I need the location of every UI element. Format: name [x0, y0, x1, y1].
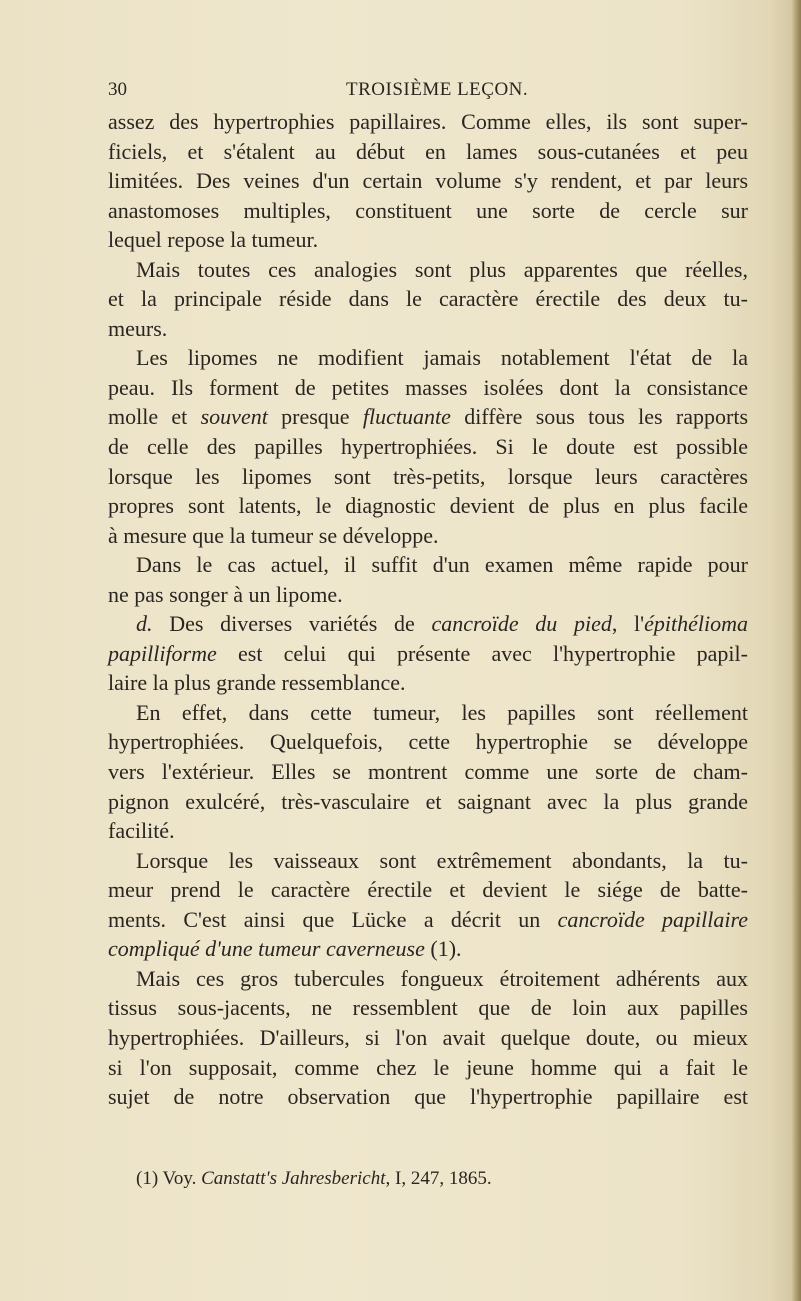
- text-line: lequel repose la tumeur.: [108, 227, 319, 253]
- text-line: ne pas songer à un lipome.: [108, 581, 343, 607]
- text-line: molle et souvent presque fluctuante diffère sous tous les rapports: [108, 404, 749, 430]
- text-line: peau. Ils forment de petites masses isolées dont la consistance: [108, 374, 748, 400]
- page-edge: [791, 0, 801, 1301]
- text-line: meurs.: [108, 315, 168, 341]
- text-line: et la principale réside dans le caractère érectile des deux tu-: [108, 286, 748, 312]
- footnote-source: Canstatt's Jahresbericht: [201, 1168, 386, 1189]
- text-line: Les lipomes ne modifient jamais notablement l'état de la: [136, 345, 748, 371]
- text-line: hypertrophiées. Quelquefois, cette hypertrophie se développe: [108, 729, 748, 755]
- page-number: 30: [108, 79, 127, 100]
- text-line: si l'on supposait, comme chez le jeune homme qui a fait le: [108, 1054, 748, 1080]
- text-line: facilité.: [108, 818, 175, 844]
- text-line: anastomoses multiples, constituent une sorte de cercle sur: [108, 197, 748, 223]
- text-line: Lorsque les vaisseaux sont extrêmement abondants, la tu-: [136, 847, 748, 873]
- text-line: ficiels, et s'étalent au début en lames sous-cutanées et peu: [108, 138, 748, 164]
- text-line: lorsque les lipomes sont très-petits, lorsque leurs caractères: [108, 463, 748, 489]
- text-line: assez des hypertrophies papillaires. Comme elles, ils sont super-: [108, 109, 748, 134]
- text-line: laire la plus grande ressemblance.: [108, 670, 406, 696]
- text-line: de celle des papilles hypertrophiées. Si le doute est possible: [108, 434, 748, 460]
- text-line: tissus sous-jacents, ne ressemblent que de loin aux papilles: [108, 995, 748, 1021]
- text-line: à mesure que la tumeur se développe.: [108, 522, 439, 548]
- text-line: Mais ces gros tubercules fongueux étroitement adhérents aux: [136, 965, 748, 991]
- text-line: meur prend le caractère érectile et devient le siége de batte-: [108, 877, 748, 903]
- text-line: d. Des diverses variétés de cancroïde du pied, l'épithélioma: [136, 611, 749, 637]
- text-line: propres sont latents, le diagnostic devient de plus en plus facile: [108, 493, 748, 519]
- text-line: Mais toutes ces analogies sont plus apparentes que réelles,: [136, 256, 748, 282]
- footnote: (1) Voy. Canstatt's Jahresbericht, I, 247, 1865.: [136, 1168, 492, 1189]
- text-line: sujet de notre observation que l'hypertrophie papillaire est: [108, 1084, 748, 1110]
- body-text: [108, 107, 748, 1112]
- text-line: papilliforme est celui qui présente avec l'hypertrophie papil-: [108, 640, 748, 666]
- text-line: Dans le cas actuel, il suffit d'un examen même rapide pour: [136, 552, 748, 578]
- page-header: [108, 79, 748, 103]
- text-line: ments. C'est ainsi que Lücke a décrit un cancroïde papillaire: [108, 906, 748, 932]
- running-title: TROISIÈME LEÇON.: [346, 79, 529, 100]
- text-line: compliqué d'une tumeur caverneuse (1).: [108, 936, 462, 962]
- text-line: pignon exulcéré, très-vasculaire et saignant avec la plus grande: [108, 788, 748, 814]
- text-line: hypertrophiées. D'ailleurs, si l'on avait quelque doute, ou mieux: [108, 1024, 748, 1050]
- text-line: En effet, dans cette tumeur, les papilles sont réellement: [136, 699, 748, 725]
- text-line: vers l'extérieur. Elles se montrent comme une sorte de cham-: [108, 759, 748, 785]
- text-line: limitées. Des veines d'un certain volume s'y rendent, et par leurs: [108, 168, 748, 194]
